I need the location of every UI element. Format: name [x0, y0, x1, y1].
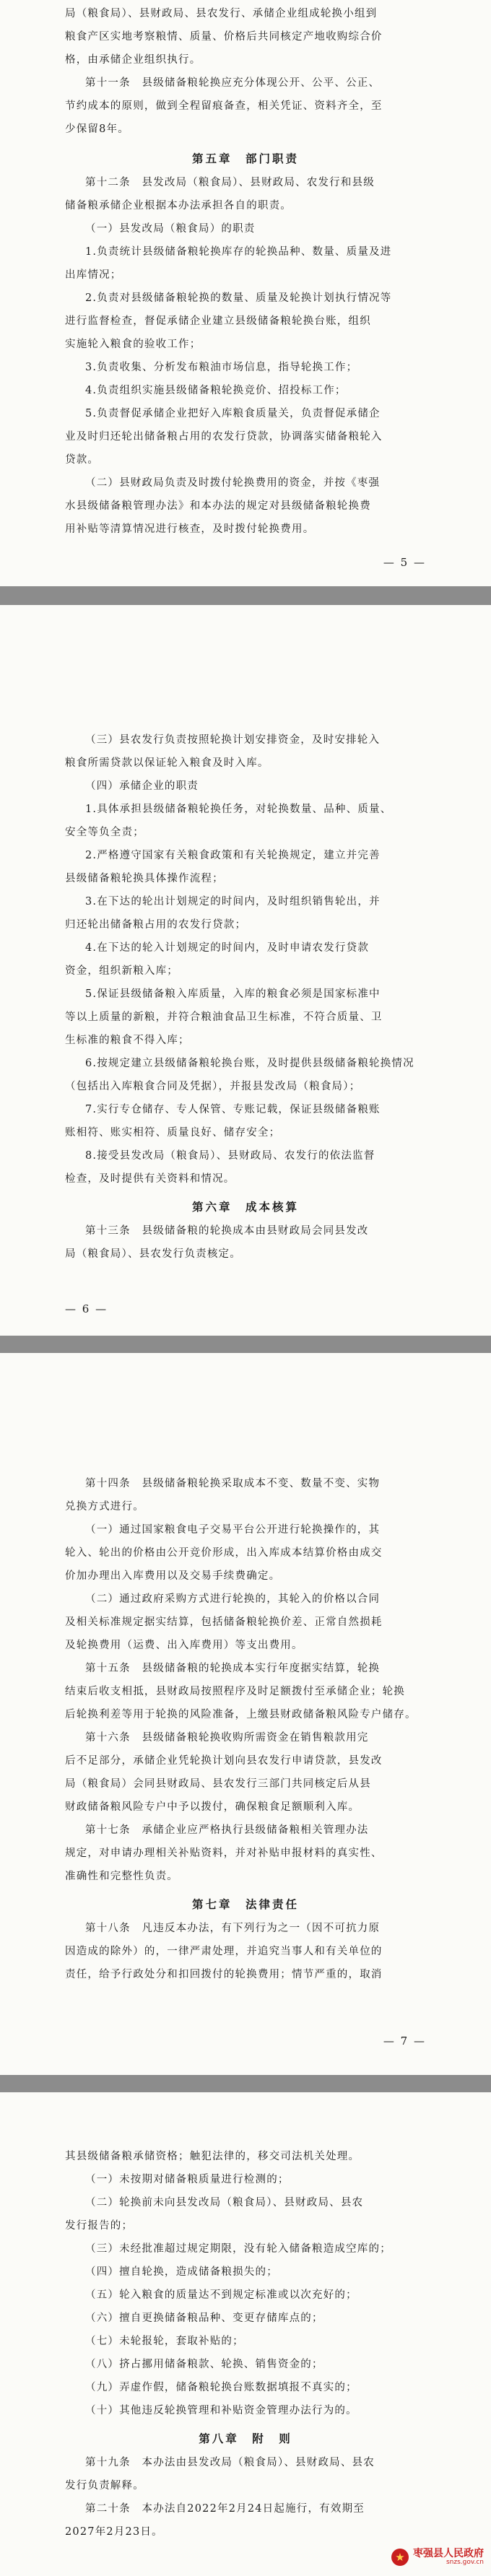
text-line: 4.在下达的轮入计划规定的时间内，及时申请农发行贷款 [85, 942, 370, 954]
text-line: （十）其他违反轮换管理和补贴资金管理办法行为的。 [85, 2405, 357, 2416]
site-name: 枣强县人民政府 [413, 2548, 484, 2559]
text-line: 节约成本的原则，做到全程留痕备查，相关凭证、资料齐全，至 [65, 100, 383, 112]
emblem-icon: ★ [391, 2549, 409, 2566]
chapter-heading: 第七章 法律责任 [191, 1898, 299, 1911]
text-line: 格，由承储企业组织执行。 [65, 54, 201, 66]
text-line: 检查，及时提供有关资料和情况。 [65, 1173, 235, 1185]
text-line: 储备粮承储企业根据本办法承担各自的职责。 [65, 200, 292, 212]
text-line: （二）县财政局负责及时拨付轮换费用的资金，并按《枣强 [85, 477, 381, 489]
text-line: 用补贴等清算情况进行核查，及时拨付轮换费用。 [65, 523, 315, 535]
text-line: 县级储备粮轮换具体操作流程； [65, 873, 224, 884]
text-line: 第十三条 县级储备粮的轮换成本由县财政局会同县发改 [85, 1225, 369, 1237]
text-line: （二）通过政府采购方式进行轮换的，其轮入的价格以合同 [85, 1593, 381, 1605]
text-line: （一）县发改局（粮食局）的职责 [85, 223, 256, 235]
text-line: （七）未轮报轮，套取补贴的； [85, 2336, 244, 2347]
text-line: 财政储备粮风险专户中予以拨付，确保粮食足额顺利入库。 [65, 1801, 360, 1813]
text-line: 进行监督检查，督促承储企业建立县级储备粮轮换台账，组织 [65, 316, 371, 327]
document-page-7 [0, 1353, 491, 2075]
text-line: 资金，组织新粮入库； [65, 965, 178, 977]
text-line: 及相关标准规定据实结算，包括储备粮轮换价差、正常自然损耗 [65, 1616, 383, 1628]
text-line: 局（粮食局）会同县财政局、县农发行三部门共同核定后从县 [65, 1778, 371, 1790]
text-line: 2.严格遵守国家有关粮食政策和有关轮换规定，建立并完善 [85, 850, 381, 861]
text-line: 等以上质量的新粮，并符合粮油食品卫生标准，不符合质量、卫 [65, 1011, 383, 1023]
text-line: 粮食所需贷款以保证轮入粮食及时入库。 [65, 757, 269, 769]
text-line: （九）弄虚作假，储备粮轮换台账数据填报不真实的； [85, 2382, 357, 2393]
chapter-heading: 第六章 成本核算 [191, 1201, 299, 1214]
text-line: 2.负责对县级储备粮轮换的数量、质量及轮换计划执行情况等 [85, 292, 392, 304]
text-line: 3.在下达的轮出计划规定的时间内，及时组织销售轮出，并 [85, 896, 381, 908]
text-line: 6.按规定建立县级储备粮轮换台账，及时提供县级储备粮轮换情况 [85, 1058, 414, 1069]
text-line: 1.具体承担县级储备粮轮换任务，对轮换数量、品种、质量、 [85, 804, 392, 815]
text-line: （四）擅自轮换，造成储备粮损失的； [85, 2266, 278, 2278]
text-line: 2027年2月23日。 [65, 2526, 163, 2538]
text-line: 实施轮入粮食的验收工作； [65, 339, 201, 350]
text-line: 局（粮食局）、县农发行负责核定。 [65, 1248, 241, 1260]
text-line: 第十四条 县级储备粮轮换采取成本不变、数量不变、实物 [85, 1478, 381, 1489]
text-line: 第十五条 县级储备粮的轮换成本实行年度据实结算，轮换 [85, 1663, 381, 1674]
text-line: 第十一条 县级储备粮轮换应充分体现公开、公平、公正、 [85, 77, 381, 89]
text-line: 少保留8年。 [65, 123, 129, 135]
text-line: （八）挤占挪用储备粮款、轮换、销售资金的； [85, 2359, 323, 2370]
text-line: 后轮换利差等用于轮换的风险准备，上缴县财政储备粮风险专户储存。 [65, 1709, 417, 1720]
text-line: 其县级储备粮承储资格；触犯法律的，移交司法机关处理。 [65, 2151, 360, 2162]
text-line: （二）轮换前未向县发改局（粮食局）、县财政局、县农 [85, 2197, 364, 2209]
text-line: 及轮换费用（运费、出入库费用）等支出费用。 [65, 1640, 303, 1651]
text-line: （包括出入库粮食合同及凭据），并报县发改局（粮食局）； [65, 1081, 361, 1092]
page-number: — 5 — [383, 556, 426, 569]
text-line: 1.负责统计县级储备粮轮换库存的轮换品种、数量、质量及进 [85, 246, 392, 258]
site-url: snzs.gov.cn [446, 2559, 484, 2566]
text-line: （一）通过国家粮食电子交易平台公开进行轮换操作的，其 [85, 1524, 381, 1536]
text-line: 轮入、轮出的价格由公开竞价形成，出入库成本结算价格由成交 [65, 1547, 383, 1559]
text-line: 3.负责收集、分析发布粮油市场信息，指导轮换工作； [85, 362, 358, 373]
page-number: — 6 — [65, 1302, 108, 1315]
text-line: 第十九条 本办法由县发改局（粮食局）、县财政局、县农 [85, 2457, 375, 2468]
text-line: 第十二条 县发改局（粮食局）、县财政局、农发行和县级 [85, 177, 375, 188]
text-line: 归还轮出储备粮占用的农发行贷款； [65, 919, 247, 931]
document-page-8 [0, 2092, 491, 2576]
text-line: 责任，给予行政处分和扣回拨付的轮换费用；情节严重的，取消 [65, 1969, 383, 1980]
text-line: （一）未按期对储备粮质量进行检测的； [85, 2174, 290, 2185]
text-line: 5.负责督促承储企业把好入库粮食质量关，负责督促承储企 [85, 408, 381, 419]
text-line: （六）擅自更换储备粮品种、变更存储库点的； [85, 2312, 323, 2324]
text-line: 生标准的粮食不得入库； [65, 1035, 190, 1046]
text-line: 价加办理出入库费用以及交易手续费确定。 [65, 1570, 281, 1582]
text-line: 出库情况； [65, 269, 122, 281]
text-line: 后不足部分，承储企业凭轮换计划向县农发行申请贷款，县发改 [65, 1755, 383, 1767]
text-line: 发行报告的； [65, 2220, 134, 2232]
text-line: 第十六条 县级储备粮轮换收购所需资金在销售粮款用完 [85, 1732, 369, 1744]
chapter-heading: 第八章 附 则 [199, 2432, 292, 2445]
text-line: （五）轮入粮食的质量达不到规定标准或以次充好的； [85, 2289, 357, 2301]
text-line: 粮食产区实地考察粮情、质量、价格后共同核定产地收购综合价 [65, 31, 383, 43]
document-page-5 [0, 0, 491, 586]
text-line: 5.保证县级储备粮入库质量，入库的粮食必须是国家标准中 [85, 988, 381, 1000]
text-line: 第十八条 凡违反本办法，有下列行为之一（因不可抗力原 [85, 1923, 381, 1934]
chapter-heading: 第五章 部门职责 [191, 152, 299, 165]
page-number: — 7 — [383, 2035, 426, 2048]
site-watermark [391, 2547, 484, 2567]
text-line: 发行负责解释。 [65, 2480, 144, 2492]
text-line: 结束后收支相抵，县财政局按照程序及时足额拨付至承储企业；轮换 [65, 1686, 405, 1697]
text-line: （三）县农发行负责按照轮换计划安排资金，及时安排轮入 [85, 734, 381, 746]
text-line: 第十七条 承储企业应严格执行县级储备粮相关管理办法 [85, 1824, 369, 1836]
text-line: 安全等负全责； [65, 827, 144, 838]
text-line: 准确性和完整性负责。 [65, 1871, 178, 1882]
text-line: 7.实行专仓储存、专人保管、专账记载，保证县级储备粮账 [85, 1104, 381, 1115]
text-line: （三）未经批准超过规定期限，没有轮入储备粮造成空库的； [85, 2243, 391, 2255]
text-line: 规定，对申请办理相关补贴资料，并对补贴申报材料的真实性、 [65, 1848, 383, 1859]
text-line: （四）承储企业的职责 [85, 780, 199, 792]
text-line: 业及时归还轮出储备粮占用的农发行贷款，协调落实储备粮轮入 [65, 431, 383, 443]
text-line: 4.负责组织实施县级储备粮轮换竞价、招投标工作； [85, 385, 347, 396]
text-line: 第二十条 本办法自2022年2月24日起施行，有效期至 [85, 2503, 365, 2515]
text-line: 贷款。 [65, 454, 100, 466]
text-line: 兑换方式进行。 [65, 1501, 144, 1513]
text-line: 账相符、账实相符、质量良好、储存安全； [65, 1127, 281, 1139]
text-line: 局（粮食局）、县财政局、县农发行、承储企业组成轮换小组到 [65, 8, 378, 19]
text-line: 水县级储备粮管理办法》和本办法的规定对县级储备粮轮换费 [65, 500, 371, 512]
document-page-6 [0, 605, 491, 1336]
text-line: 8.接受县发改局（粮食局）、县财政局、农发行的依法监督 [85, 1150, 375, 1162]
text-line: 因造成的除外）的，一律严肃处理，并追究当事人和有关单位的 [65, 1946, 383, 1957]
